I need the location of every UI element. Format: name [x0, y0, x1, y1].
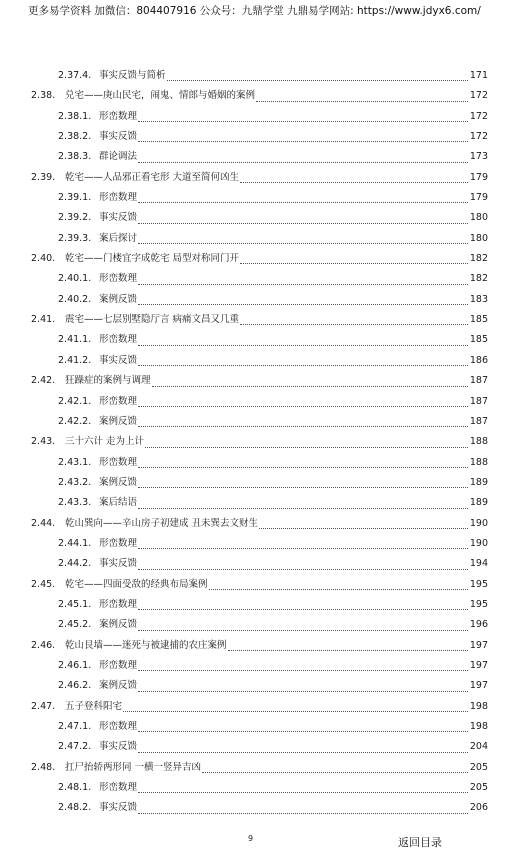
- toc-entry-title: 案例反馈: [99, 476, 138, 488]
- toc-subsection-entry[interactable]: [0, 676, 518, 696]
- toc-entry-page: 179: [468, 168, 488, 188]
- top-banner: 更多易学资料 加微信：804407916 公众号：九鼎学堂 九鼎易学网站: https://www.jdyx6.com/: [28, 5, 481, 17]
- toc-entry-page: 189: [468, 493, 488, 513]
- toc-entry-number: 2.40.1.: [58, 273, 92, 285]
- toc-entry-number: 2.43.2.: [58, 476, 92, 488]
- toc-subsection-entry[interactable]: [0, 554, 518, 574]
- toc-entry-number: 2.41.2.: [58, 354, 92, 366]
- toc-dot-leader: [240, 263, 484, 264]
- toc-dot-leader: [138, 223, 484, 224]
- toc-dot-leader: [138, 406, 484, 407]
- toc-entry-page: 205: [468, 778, 488, 798]
- toc-dot-leader: [167, 80, 484, 81]
- toc-subsection-entry[interactable]: [0, 147, 518, 167]
- toc-dot-leader: [138, 731, 484, 732]
- toc-entry-title: 五子登科阳宅: [65, 700, 123, 712]
- toc-entry-title: 乾宅——门楼宜字成乾宅 局型对称同门开: [65, 253, 240, 265]
- toc-subsection-entry[interactable]: [0, 208, 518, 228]
- toc-section-entry[interactable]: [0, 697, 518, 717]
- toc-subsection-entry[interactable]: [0, 290, 518, 310]
- toc-entry-title: 形峦数理: [99, 598, 138, 610]
- toc-entry-title: 事实反馈: [99, 354, 138, 366]
- toc-entry-title: 形峦数理: [99, 192, 138, 204]
- toc-entry-number: 2.42.2.: [58, 415, 92, 427]
- toc-entry-page: 198: [468, 697, 488, 717]
- toc-subsection-entry[interactable]: [0, 107, 518, 127]
- toc-entry-page: 194: [468, 554, 488, 574]
- toc-entry-title: 案例反馈: [99, 680, 138, 692]
- toc-entry-title: 案例反馈: [99, 415, 138, 427]
- toc-dot-leader: [202, 772, 484, 773]
- toc-entry-title: 形峦数理: [99, 110, 138, 122]
- toc-entry-page: 188: [468, 453, 488, 473]
- toc-entry-title: 事实反馈: [99, 741, 138, 753]
- toc-entry-title: 案例反馈: [99, 293, 138, 305]
- toc-entry-number: 2.38.3.: [58, 151, 92, 163]
- toc-entry-title: 乾宅——人品邪正看宅形 大道至简何凶生: [65, 171, 240, 183]
- toc-entry-number: 2.44.: [31, 517, 56, 529]
- toc-subsection-entry[interactable]: [0, 778, 518, 798]
- toc-dot-leader: [138, 121, 484, 122]
- toc-subsection-entry[interactable]: [0, 351, 518, 371]
- toc-entry-title: 事实反馈: [99, 212, 138, 224]
- toc-section-entry[interactable]: [0, 310, 518, 330]
- toc-section-entry[interactable]: [0, 86, 518, 106]
- toc-entry-number: 2.45.: [31, 578, 56, 590]
- toc-entry-page: 186: [468, 351, 488, 371]
- toc-entry-page: 180: [468, 208, 488, 228]
- toc-entry-title: 形峦数理: [99, 721, 138, 732]
- toc-entry-title: 事实反馈: [99, 558, 138, 570]
- toc-dot-leader: [152, 386, 484, 387]
- toc-entry-title: 兑宅——庚山民宅，闹鬼、情郎与婚姻的案例: [65, 90, 256, 102]
- toc-entry-page: 190: [468, 534, 488, 554]
- toc-subsection-entry[interactable]: [0, 615, 518, 635]
- toc-subsection-entry[interactable]: [0, 534, 518, 554]
- toc-dot-leader: [138, 304, 484, 305]
- toc-subsection-entry[interactable]: [0, 229, 518, 249]
- toc-entry-number: 2.44.1.: [58, 537, 92, 549]
- toc-entry-number: 2.42.: [31, 375, 56, 387]
- toc-subsection-entry[interactable]: [0, 392, 518, 412]
- toc-entry-page: 187: [468, 392, 488, 412]
- toc-dot-leader: [123, 711, 484, 712]
- toc-entry-page: 205: [468, 758, 488, 778]
- toc-subsection-entry[interactable]: [0, 595, 518, 615]
- toc-dot-leader: [138, 691, 484, 692]
- toc-dot-leader: [145, 447, 484, 448]
- toc-entry-title: 形峦数理: [99, 273, 138, 285]
- toc-subsection-entry[interactable]: [0, 188, 518, 208]
- toc-entry-page: 171: [468, 66, 488, 86]
- toc-dot-leader: [138, 792, 484, 793]
- toc-subsection-entry[interactable]: [0, 269, 518, 289]
- toc-entry-number: 2.47.1.: [58, 721, 92, 732]
- toc-entry-page: 183: [468, 290, 488, 310]
- toc-dot-leader: [138, 609, 484, 610]
- toc-entry-title: 形峦数理: [99, 395, 138, 407]
- toc-entry-page: 182: [468, 249, 488, 269]
- toc-subsection-entry[interactable]: [0, 717, 518, 737]
- toc-entry-page: 182: [468, 269, 488, 289]
- toc-dot-leader: [138, 548, 484, 549]
- toc-entry-title: 案例反馈: [99, 619, 138, 631]
- toc-entry-page: 197: [468, 656, 488, 676]
- toc-entry-number: 2.47.2.: [58, 741, 92, 753]
- toc-dot-leader: [138, 365, 484, 366]
- toc-entry-page: 172: [468, 86, 488, 106]
- toc-section-entry[interactable]: [0, 758, 518, 778]
- toc-subsection-entry[interactable]: [0, 473, 518, 493]
- toc-entry-title: 狂躁症的案例与调理: [65, 375, 151, 387]
- toc-entry-page: 198: [468, 717, 488, 737]
- toc-dot-leader: [240, 182, 484, 183]
- toc-entry-page: 195: [468, 575, 488, 595]
- toc-entry-page: 190: [468, 514, 488, 534]
- toc-section-entry[interactable]: [0, 249, 518, 269]
- toc-dot-leader: [138, 508, 484, 509]
- toc-entry-number: 2.37.4.: [58, 70, 92, 81]
- toc-entry-title: 形峦数理: [99, 782, 138, 794]
- toc-entry-number: 2.48.2.: [58, 802, 92, 814]
- toc-dot-leader: [138, 487, 484, 488]
- toc-entry-title: 案后探讨: [99, 232, 138, 244]
- toc-subsection-entry[interactable]: [0, 453, 518, 473]
- toc-subsection-entry[interactable]: [0, 412, 518, 432]
- toc-dot-leader: [138, 467, 484, 468]
- toc-subsection-entry[interactable]: [0, 66, 518, 86]
- toc-dot-leader: [259, 528, 484, 529]
- toc-entry-page: 197: [468, 676, 488, 696]
- toc-entry-page: 185: [468, 310, 488, 330]
- toc-entry-number: 2.40.: [31, 253, 56, 265]
- toc-entry-number: 2.43.: [31, 436, 56, 448]
- toc-dot-leader: [138, 162, 484, 163]
- toc-entry-title: 形峦数理: [99, 537, 138, 549]
- toc-dot-leader: [138, 345, 484, 346]
- toc-entry-page: 197: [468, 636, 488, 656]
- toc-entry-title: 乾山艮墙——迷死与被逮捕的农庄案例: [65, 639, 227, 651]
- toc-entry-page: 173: [468, 147, 488, 167]
- toc-entry-title: 事实反馈与简析: [99, 70, 166, 81]
- toc-subsection-entry[interactable]: [0, 127, 518, 147]
- toc-section-entry[interactable]: [0, 575, 518, 595]
- toc-entry-number: 2.41.: [31, 314, 56, 326]
- toc-section-entry[interactable]: [0, 514, 518, 534]
- toc-dot-leader: [138, 284, 484, 285]
- toc-section-entry[interactable]: [0, 371, 518, 391]
- toc-entry-page: 196: [468, 615, 488, 635]
- toc-entry-page: 172: [468, 107, 488, 127]
- toc-dot-leader: [138, 202, 484, 203]
- toc-entry-page: 179: [468, 188, 488, 208]
- toc-subsection-entry[interactable]: [0, 656, 518, 676]
- toc-entry-number: 2.47.: [31, 700, 56, 712]
- toc-dot-leader: [138, 630, 484, 631]
- toc-entry-title: 群论调法: [99, 151, 138, 163]
- toc-subsection-entry[interactable]: [0, 737, 518, 757]
- page-number: 9: [248, 834, 254, 843]
- toc-entry-page: 189: [468, 473, 488, 493]
- toc-entry-page: 187: [468, 412, 488, 432]
- toc-section-entry[interactable]: [0, 636, 518, 656]
- toc-dot-leader: [138, 813, 484, 814]
- toc-entry-page: 204: [468, 737, 488, 757]
- toc-dot-leader: [138, 752, 484, 753]
- toc-entry-title: 震宅——七层别墅隐厅言 病痛文昌又几重: [65, 314, 240, 326]
- toc-entry-number: 2.48.1.: [58, 782, 92, 794]
- toc-entry-title: 事实反馈: [99, 802, 138, 814]
- toc-section-entry[interactable]: [0, 168, 518, 188]
- toc-entry-page: 195: [468, 595, 488, 615]
- toc-entry-number: 2.39.: [31, 171, 56, 183]
- toc-entry-number: 2.44.2.: [58, 558, 92, 570]
- toc-entry-number: 2.39.3.: [58, 232, 92, 244]
- toc-subsection-entry[interactable]: [0, 330, 518, 350]
- toc-entry-number: 2.38.: [31, 90, 56, 102]
- toc-entry-page: 180: [468, 229, 488, 249]
- toc-entry-number: 2.40.2.: [58, 293, 92, 305]
- toc-entry-number: 2.46.1.: [58, 659, 92, 671]
- toc-entry-page: 188: [468, 432, 488, 452]
- toc-entry-title: 扛尸抬轿两形同 一横一竖异吉凶: [65, 761, 202, 773]
- toc-dot-leader: [209, 589, 484, 590]
- toc-dot-leader: [256, 101, 484, 102]
- back-to-contents-link[interactable]: 返回目录: [398, 836, 442, 849]
- toc-entry-title: 乾山巽向——辛山房子初建成 丑未巽去文财生: [65, 517, 259, 529]
- toc-entry-number: 2.48.: [31, 761, 56, 773]
- toc-dot-leader: [240, 324, 484, 325]
- toc-dot-leader: [138, 569, 484, 570]
- toc-entry-title: 案后结语: [99, 497, 138, 509]
- toc-entry-number: 2.38.1.: [58, 110, 92, 122]
- toc-entry-number: 2.42.1.: [58, 395, 92, 407]
- toc-entry-page: 187: [468, 371, 488, 391]
- toc-entry-page: 172: [468, 127, 488, 147]
- toc-entry-title: 乾宅——四面受敌的经典布局案例: [65, 578, 208, 590]
- toc-subsection-entry[interactable]: [0, 798, 518, 818]
- toc-entry-number: 2.38.2.: [58, 131, 92, 143]
- toc-subsection-entry[interactable]: [0, 493, 518, 513]
- toc-entry-title: 形峦数理: [99, 456, 138, 468]
- toc-dot-leader: [138, 670, 484, 671]
- toc-entry-number: 2.43.3.: [58, 497, 92, 509]
- toc-entry-title: 三十六计 走为上计: [65, 436, 145, 448]
- toc-entry-number: 2.46.: [31, 639, 56, 651]
- toc-entry-page: 206: [468, 798, 488, 818]
- toc-entry-title: 事实反馈: [99, 131, 138, 143]
- table-of-contents: [0, 66, 518, 819]
- toc-dot-leader: [138, 426, 484, 427]
- toc-entry-page: 185: [468, 330, 488, 350]
- toc-entry-number: 2.39.2.: [58, 212, 92, 224]
- toc-entry-number: 2.39.1.: [58, 192, 92, 204]
- toc-dot-leader: [138, 141, 484, 142]
- toc-entry-number: 2.45.1.: [58, 598, 92, 610]
- toc-entry-number: 2.45.2.: [58, 619, 92, 631]
- toc-dot-leader: [138, 243, 484, 244]
- toc-entry-number: 2.43.1.: [58, 456, 92, 468]
- toc-dot-leader: [228, 650, 484, 651]
- toc-entry-title: 形峦数理: [99, 334, 138, 346]
- toc-entry-title: 形峦数理: [99, 659, 138, 671]
- toc-entry-number: 2.41.1.: [58, 334, 92, 346]
- toc-section-entry[interactable]: [0, 432, 518, 452]
- toc-entry-number: 2.46.2.: [58, 680, 92, 692]
